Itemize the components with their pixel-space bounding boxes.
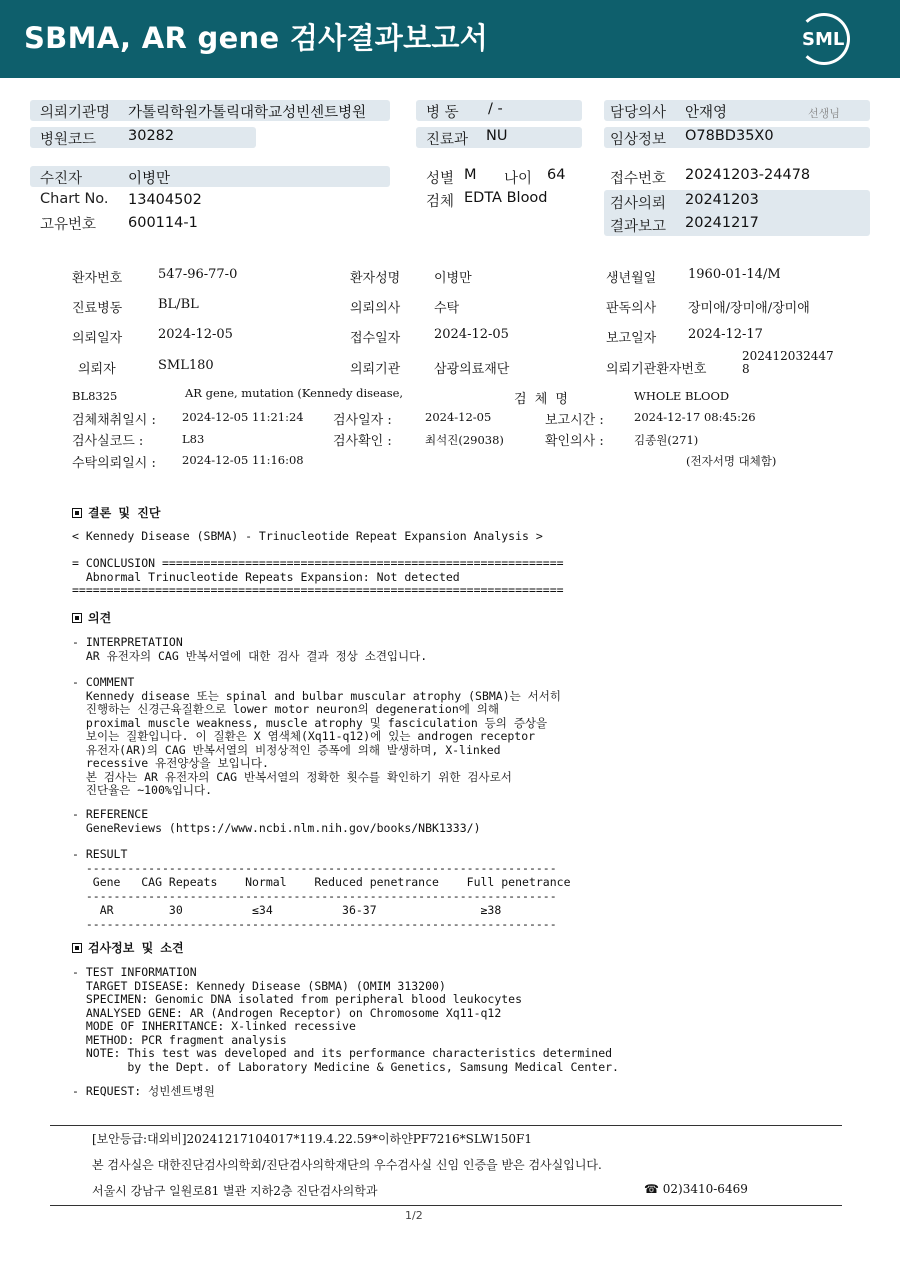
confirm-doc-value: 김종원(271)	[634, 433, 699, 447]
req-date-value: 2024-12-05	[158, 327, 233, 342]
info-band	[30, 166, 390, 187]
confirm-value: 최석진(29038)	[425, 433, 504, 447]
request-block: - REQUEST: 성빈센트병원	[72, 1084, 215, 1098]
signature-note: (전자서명 대체함)	[686, 454, 777, 468]
result-table: -------------------------------------------------------------------- Gene CAG Repeats Normal Reduced penetrance Full penetrance -------------------------------------------------------------------- AR 30 ≤34 36-37 ≥38 --------------------------------------------------------------------	[85, 861, 571, 931]
unique-label: 고유번호	[40, 217, 97, 233]
dob-label: 생년월일	[606, 271, 657, 286]
report-header	[0, 0, 900, 78]
test-name: AR gene, mutation (Kennedy disease,	[185, 386, 404, 400]
specimen-value: EDTA Blood	[464, 190, 548, 206]
lab-code-label: 검사실코드 :	[72, 434, 144, 449]
collect-label: 검체채취일시 :	[72, 413, 156, 428]
section-conclusion-title: 결론 및 진단	[88, 506, 161, 520]
specimen-name-label: 검 체 명	[514, 392, 570, 407]
analysis-subtitle: < Kennedy Disease (SBMA) - Trinucleotide Repeat Expansion Analysis >	[72, 529, 543, 543]
requester-label: 의뢰자	[78, 362, 116, 377]
reading-value: 장미애/장미애/장미애	[688, 301, 810, 316]
sml-logo	[798, 13, 852, 67]
section-testinfo-title: 검사정보 및 소견	[88, 941, 184, 955]
patient-no-value: 547-96-77-0	[158, 267, 238, 282]
confirm-doc-label: 확인의사 :	[545, 434, 604, 449]
section-conclusion-heading	[72, 504, 160, 521]
institution-label: 의뢰기관명	[40, 105, 111, 121]
report-time-value: 2024-12-17 08:45:26	[634, 410, 756, 424]
lab-phone: ☎ 02)3410-6469	[644, 1182, 748, 1196]
reading-label: 판독의사	[606, 301, 657, 316]
req-inst-value: 삼광의료재단	[434, 362, 510, 377]
confirm-label: 검사확인 :	[333, 434, 392, 449]
req-inst-pt-label: 의뢰기관환자번호	[606, 362, 707, 377]
request-value: 20241203	[685, 192, 759, 208]
receipt-value: 20241203-24478	[685, 167, 811, 183]
recv-date-value: 2024-12-05	[434, 327, 509, 342]
conclusion-block: = CONCLUSION ========================================================== Abnormal Trinucleotide Repeats Expansion: Not detected =======================================================================	[72, 556, 564, 597]
sex-label: 성별	[426, 171, 455, 187]
req-doctor-label: 의뢰의사	[350, 301, 401, 316]
report-value: 20241217	[685, 215, 759, 231]
receipt-label: 접수번호	[610, 171, 667, 187]
comment-block: - COMMENT Kennedy disease 또는 spinal and bulbar muscular atrophy (SBMA)는 서서히 진행하는 신경근육질환으로 lower motor neuron의 degeneration에 의해 proximal muscle weakness, muscle atrophy 및 fasciculation 등의 증상을 보이는 질환입니다. 이 질환은 X 염색체(Xq11-q12)에 있는 androgen receptor 유전자(AR)의 CAG 반복서열의 비정상적인 증폭에 의해 발생하며, X-linked recessive 유전양상을 보입니다. 본 검사는 AR 유전자의 CAG 반복서열의 정확한 횟수를 확인하기 위한 검사로서 진단율은 ~100%입니다.	[72, 675, 561, 797]
requester-value: SML180	[158, 358, 214, 373]
test-info-block: - TEST INFORMATION TARGET DISEASE: Kennedy Disease (SBMA) (OMIM 313200) SPECIMEN: Genomic DNA isolated from peripheral blood leukocytes ANALYSED GENE: AR (Androgen Receptor) on Chromosome Xq11-q12 MODE OF INHERITANCE: X-linked recessive METHOD: PCR fragment analysis NOTE: This test was developed and its performance characteristics determined by the Dept. of Laboratory Medicine & Genetics, Samsung Medical Center.	[72, 965, 619, 1074]
lab-code-value: L83	[182, 432, 205, 446]
req-inst-label: 의뢰기관	[350, 362, 401, 377]
reference-block: - REFERENCE GeneReviews (https://www.ncbi.nlm.nih.gov/books/NBK1333/)	[72, 807, 481, 835]
square-bullet-icon	[72, 613, 82, 623]
chart-label: Chart No.	[40, 191, 109, 207]
age-value: 64	[547, 167, 566, 183]
dept-label: 진료과	[426, 132, 469, 148]
certification-line: 본 검사실은 대한진단검사의학회/진단검사의학재단의 우수검사실 신임 인증을 받은 검사실입니다.	[92, 1158, 602, 1172]
result-title: - RESULT	[72, 847, 128, 861]
report-time-label: 보고시간 :	[545, 413, 604, 428]
hospital-code-value: 30282	[128, 128, 175, 144]
dept-value: NU	[486, 128, 508, 144]
patient-name-value: 이병만	[434, 271, 472, 286]
req-doctor-value: 수탁	[434, 301, 460, 316]
sex-value: M	[464, 167, 477, 183]
report-date-value: 2024-12-17	[688, 327, 763, 342]
patient-no-label: 환자번호	[72, 271, 123, 286]
doctor-label: 담당의사	[610, 105, 667, 121]
doctor-suffix: 선생님	[808, 107, 840, 120]
section-opinion-heading	[72, 609, 111, 626]
specimen-name-value: WHOLE BLOOD	[634, 389, 730, 403]
consign-label: 수탁의뢰일시 :	[72, 456, 156, 471]
clinical-value: O78BD35X0	[685, 128, 774, 144]
test-date-value: 2024-12-05	[425, 410, 492, 424]
patient-name-label: 환자성명	[350, 271, 401, 286]
doctor-value: 안재영	[685, 105, 728, 121]
test-code: BL8325	[72, 389, 118, 403]
unique-value: 600114-1	[128, 215, 198, 231]
logo-text: SML	[802, 29, 845, 50]
req-inst-pt-value: 202412032447 8	[742, 349, 834, 376]
clinical-label: 임상정보	[610, 132, 667, 148]
ward-value-2: BL/BL	[158, 297, 199, 312]
dob-value: 1960-01-14/M	[688, 267, 781, 282]
patient-value: 이병만	[128, 171, 171, 187]
security-line: [보안등급:대외비]20241217104017*119.4.22.59*이하얀PF7216*SLW150F1	[92, 1132, 533, 1146]
req-date-label: 의뢰일자	[72, 331, 123, 346]
request-label: 검사의뢰	[610, 196, 667, 212]
test-date-label: 검사일자 :	[333, 413, 392, 428]
section-opinion-title: 의견	[88, 611, 112, 625]
collect-value: 2024-12-05 11:21:24	[182, 410, 304, 424]
hospital-code-label: 병원코드	[40, 132, 97, 148]
institution-value: 가톨릭학원가톨릭대학교성빈센트병원	[128, 105, 367, 121]
chart-value: 13404502	[128, 192, 202, 208]
ward-value: / -	[488, 101, 503, 117]
consign-value: 2024-12-05 11:16:08	[182, 453, 304, 467]
age-label: 나이	[504, 171, 533, 187]
specimen-label: 검체	[426, 194, 455, 210]
report-title: SBMA, AR gene 검사결과보고서	[24, 21, 489, 55]
footer-divider-bottom	[50, 1205, 842, 1206]
ward-label: 병 동	[426, 105, 459, 121]
report-label: 결과보고	[610, 219, 667, 235]
footer-divider-top	[50, 1125, 842, 1126]
section-testinfo-heading	[72, 939, 184, 956]
recv-date-label: 접수일자	[350, 331, 401, 346]
square-bullet-icon	[72, 943, 82, 953]
lab-address: 서울시 강남구 일원로81 별관 지하2층 진단검사의학과	[92, 1184, 378, 1198]
page-number: 1/2	[405, 1209, 423, 1222]
report-date-label: 보고일자	[606, 331, 657, 346]
interpretation-block: - INTERPRETATION AR 유전자의 CAG 반복서열에 대한 검사 결과 정상 소견입니다.	[72, 635, 428, 663]
ward-label-2: 진료병동	[72, 301, 123, 316]
square-bullet-icon	[72, 508, 82, 518]
patient-label: 수진자	[40, 171, 83, 187]
